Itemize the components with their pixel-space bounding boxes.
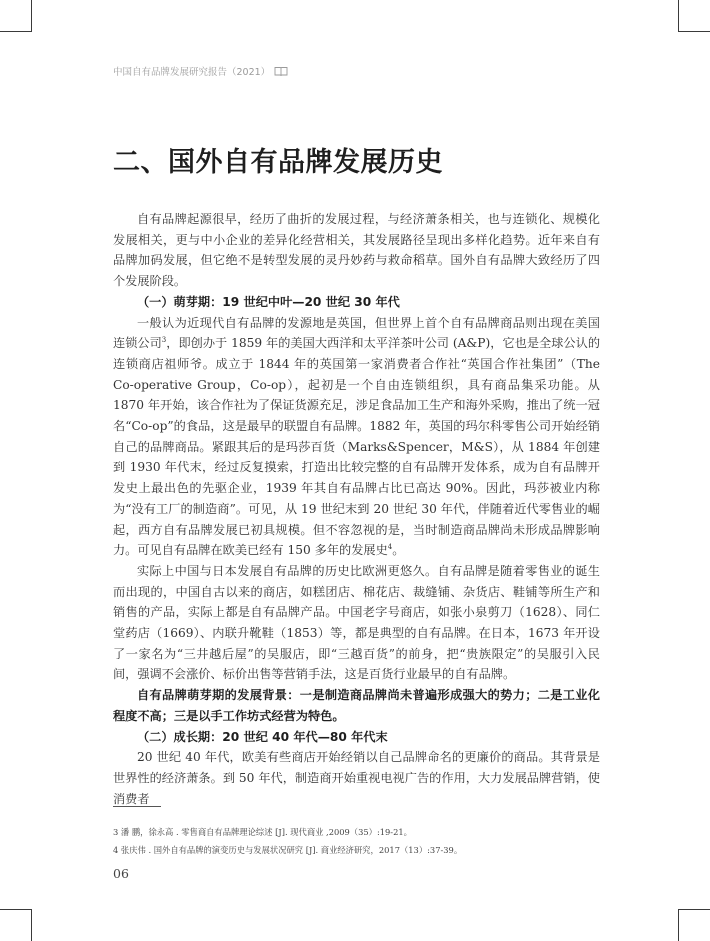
paragraph-1-part-b: ，即创办于 1859 年的美国大西洋和太平洋茶叶公司 (A&P)，它也是全球公认的连锁商店祖师爷。成立于 1844 年的英国第一家消费者合作社“英国合作社集团”（The Co-operative Group，Co-op），起初是一个自由连锁组织，具有商品集采功能。从 1870 年开始，该合作社为了保证货源充足，涉足食品加工生产和海外采购，推出了统一冠名“Co-op”的食品，这是最早的联盟自有品牌。1882 年，英国的玛尔科零售公司开始经销自己的品牌商品。紧跟其后的是玛莎百货（Marks&Spencer，M&S），从 1884 年创建到 1930 年代末，经过反复摸索，打造出比较完整的自有品牌开发体系，成为自有品牌开发史上最出色的先驱企业，1939 年其自有品牌占比已高达 90%。因此，玛莎被业内称为“没有工厂的制造商”。可见，从 19 世纪末到 20 世纪 30 年代，伴随着近代零售业的崛起，西方自有品牌发展已初具规模。但不容忽视的是，当时制造商品牌尚未形成品牌影响力。可见自有品牌在欧美已经有 150 多年的发展史 [113,336,601,558]
footnote-divider [113,806,161,807]
paragraph-1-part-a: 一般认为近现代自有品牌的发源地是英国，但世界上首个自有品牌商品则出现在美国连锁公司 [113,315,600,351]
footnotes [113,823,600,859]
crop-mark-top-left [31,0,32,32]
open-book-icon [274,66,288,76]
crop-mark-bottom-left-h [0,909,32,910]
crop-mark-bottom-right [678,909,679,941]
paragraph-1-part-c: 。 [392,543,405,558]
footnote-ref-3[interactable]: 3 [161,336,167,345]
paragraph-2: 实际上中国与日本发展自有品牌的历史比欧洲更悠久。自有品牌是随着零售业的诞生而出现的，中国自古以来的商店，如糕团店、棉花店、裁缝铺、杂货店、鞋铺等所生产和销售的产品，实际上都是自有品牌产品。中国老字号商店，如张小泉剪刀（1628）、同仁堂药店（1669）、内联升靴鞋（1853）等，都是典型的自有品牌。在日本，1673 年开设了一家名为“三井越后屋”的吴服店，即“三越百货”的前身，把“贵族限定”的吴服引入民间，强调不会涨价、标价出售等营销手法，这是百货行业最早的自有品牌。 [113,563,600,682]
body-text [113,209,600,809]
footnote-4: 4 张庆伟 . 国外自有品牌的演变历史与发展状况研究 [J]. 商业经济研究，2017（13）:37-39。 [113,845,463,855]
page-title: 二、国外自有品牌发展历史 [113,147,443,178]
paragraph-1 [113,313,600,561]
paragraph-3-summary: 自有品牌萌芽期的发展背景：一是制造商品牌尚未普遍形成强大的势力；二是工业化程度不高；三是以手工作坊式经营为特色。 [113,688,600,723]
crop-mark-bottom-right-h [678,909,710,910]
crop-mark-top-right-h [678,31,710,32]
running-header [113,64,288,78]
section-heading-2: （二）成长期：20 世纪 40 年代—80 年代末 [137,729,388,744]
page-number: 06 [113,866,129,881]
running-header-title: 中国自有品牌发展研究报告（2021） [113,67,271,78]
crop-mark-top-right [678,0,679,32]
section-heading-1: （一）萌芽期：19 世纪中叶—20 世纪 30 年代 [137,294,400,309]
crop-mark-bottom-left [31,909,32,941]
footnote-ref-4[interactable]: 4 [387,543,393,552]
paragraph-4: 20 世纪 40 年代，欧美有些商店开始经销以自己品牌命名的更廉价的商品。其背景是世界性的经济萧条。到 50 年代，制造商开始重视电视广告的作用，大力发展品牌营销，使消费者 [113,750,600,806]
crop-mark-top-left-h [0,31,32,32]
intro-paragraph: 自有品牌起源很早，经历了曲折的发展过程，与经济萧条相关，也与连锁化、规模化发展相关，更与中小企业的差异化经营相关，其发展路径呈现出多样化趋势。近年来自有品牌加码发展，但它绝不是转型发展的灵丹妙药与救命稻草。国外自有品牌大致经历了四个发展阶段。 [113,212,600,289]
footnote-3: 3 潘 鹏，徐永高 . 零售商自有品牌理论综述 [J]. 现代商业 ,2009（35）:19-21。 [113,827,412,837]
